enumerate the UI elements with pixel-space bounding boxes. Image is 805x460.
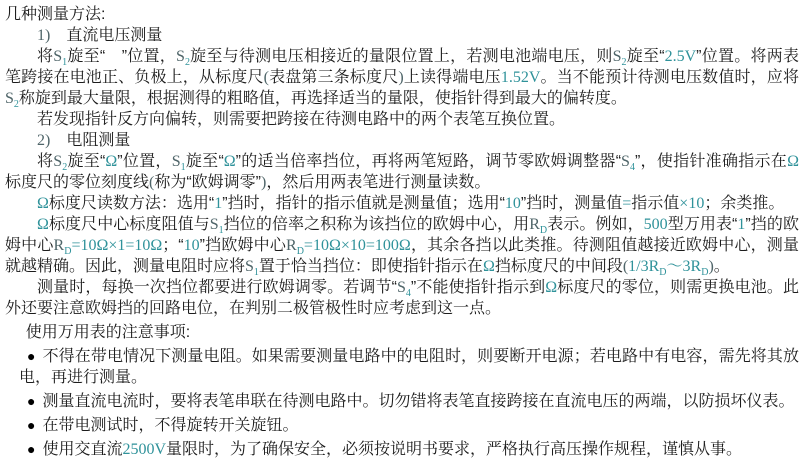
doc-title <box>5 4 799 25</box>
text-segment: S <box>621 153 630 170</box>
text-segment: 在带电测试时，不得旋转开关旋钮。 <box>42 417 299 434</box>
text-segment: 1.52V <box>500 69 541 86</box>
text-segment: Ω <box>37 195 49 212</box>
bullet-icon: ● <box>27 348 36 364</box>
text-segment: D <box>296 246 304 257</box>
text-segment: 1 <box>180 162 186 173</box>
text-segment: S <box>612 48 622 65</box>
bullet-icon: ● <box>27 417 36 433</box>
text-segment: 2 <box>184 57 190 68</box>
para-ohm-center <box>5 214 799 277</box>
para-dc-voltage-steps <box>5 46 799 109</box>
text-segment: 1 <box>253 267 259 278</box>
text-segment: ( <box>149 174 155 191</box>
text-segment: D <box>659 267 667 278</box>
text-segment: S <box>176 48 185 65</box>
text-segment: ；余类推。 <box>704 195 785 212</box>
text-segment: 几种测量方法: <box>5 6 106 23</box>
text-segment: ”位置， <box>117 153 172 170</box>
text-segment: ) <box>398 69 404 86</box>
text-segment: 置于恰当挡位：即使指针指示在 <box>258 258 483 275</box>
text-segment: ) <box>261 174 267 191</box>
text-segment: R <box>529 216 540 233</box>
text-segment: ×10 <box>679 195 705 212</box>
text-segment: ”挡的欧姆中心 <box>5 216 799 254</box>
text-segment: S <box>5 90 14 107</box>
text-segment: 4 <box>405 288 411 299</box>
text-segment: 2 <box>621 57 627 68</box>
text-segment: S <box>209 216 219 233</box>
text-segment: Ω <box>37 216 49 233</box>
text-segment: 不得在带电情况下测量电阻。如果需要测量电路中的电阻时，则要断开电源；若电路中有电容，需先将其放电，再进行测量。 <box>19 348 799 386</box>
text-segment: 称为“欧姆调零” <box>154 174 262 191</box>
text-segment: 使用万用表的注意事项: <box>25 324 191 341</box>
text-segment: 旋至“ <box>67 153 106 170</box>
text-segment: ( <box>263 69 269 86</box>
text-segment: 1) <box>37 27 51 44</box>
text-segment: ) <box>708 258 714 275</box>
text-segment: ，然后用两表笔进行测量读数。 <box>266 174 491 191</box>
text-segment: 电阻测量 <box>50 132 131 149</box>
bullet-high-voltage-2500v <box>5 439 799 460</box>
text-segment: Ω <box>105 153 118 170</box>
text-segment: ”不能使指针指示到 <box>410 279 546 296</box>
text-segment: Ω <box>787 153 799 170</box>
text-segment: 直流电压测量 <box>50 27 163 44</box>
text-segment: 2.5V <box>664 48 697 65</box>
para-ohm-scale-reading <box>5 193 799 214</box>
text-segment: ”的适当倍率挡位，再将两笔短路，调节零欧姆调整器“ <box>235 153 622 170</box>
heading-resistance-measurement <box>5 130 799 151</box>
text-segment: 使用交直流 <box>42 441 123 458</box>
text-segment: 1 <box>218 225 224 236</box>
text-segment: 标度尺的零位刻度线 <box>5 174 150 191</box>
bullet-no-live-resistance <box>5 346 799 388</box>
text-segment: 旋至“ <box>185 153 224 170</box>
text-segment: 500 <box>643 216 668 233</box>
text-segment: 表盘第三条标度尺 <box>268 69 399 86</box>
text-segment: 量限时，为了确保安全，必须按说明书要求，严格执行高压操作规程，谨慎从事。 <box>166 441 743 458</box>
bullet-icon: ● <box>27 393 36 409</box>
text-segment: S <box>171 153 181 170</box>
text-segment: 1 <box>62 57 68 68</box>
text-segment: ；“ <box>162 237 184 254</box>
text-segment: 标度尺中心标度阻值与 <box>48 216 210 233</box>
heading-dc-voltage-measurement <box>5 25 799 46</box>
text-segment: D <box>539 225 548 236</box>
text-segment: 上读得端电压 <box>403 69 501 86</box>
text-segment: 将 <box>37 153 54 170</box>
text-segment: =10Ω×1=10Ω <box>71 237 163 254</box>
text-segment: 标度尺的零位，则需更换电池。此外还要注意欧姆挡的回路电位，在判别二极管极性时应考虑到这一点。 <box>5 279 799 317</box>
text-segment: 挡位的倍率之积称为该挡位的欧姆中心，用 <box>223 216 530 233</box>
text-segment: 2 <box>62 162 68 173</box>
text-segment: 4 <box>629 162 635 173</box>
heading-precautions <box>5 322 799 343</box>
text-segment: 型万用表“ <box>667 216 738 233</box>
para-reverse-deflection <box>5 109 799 130</box>
text-segment: 测量时，每换一次挡位都要进行欧姆调零。若调节“ <box>37 279 397 296</box>
text-segment: D <box>701 267 709 278</box>
text-segment: 1 <box>737 216 746 233</box>
text-segment: ”挡欧姆中心 <box>199 237 287 254</box>
text-segment: ( <box>622 258 629 275</box>
text-segment: ～3R <box>666 258 702 275</box>
text-segment: 10 <box>504 195 521 212</box>
text-segment: S <box>245 258 254 275</box>
text-segment: R <box>286 237 297 254</box>
text-segment: 若发现指针反方向偏转，则需要把跨接在待测电路中的两个表笔互换位置。 <box>37 111 566 128</box>
text-segment: Ω <box>545 279 558 296</box>
bullet-icon: ● <box>27 441 36 457</box>
text-segment: R <box>53 237 65 254</box>
text-segment: ，其余各挡以此类推。待测阻值越接近欧姆中心，测量就越精确。因此，测量电阻时应将 <box>5 237 799 275</box>
text-segment: D <box>64 246 72 257</box>
text-segment: S <box>53 48 63 65</box>
text-segment: 2) <box>37 132 51 149</box>
text-segment: 。当不能预计待测电压数值时，应将 <box>540 69 799 86</box>
text-segment: 旋至与待测电压相接近的量限位置上，若测电池端电压，则 <box>189 48 613 65</box>
text-segment: S <box>396 279 406 296</box>
text-segment: =10Ω×10=100Ω <box>303 237 411 254</box>
text-segment: Ω <box>482 258 495 275</box>
text-segment: 测量直流电流时，要将表笔串联在待测电路中。切勿错将表笔直接跨接在直流电压的两端，以防损坏仪表。 <box>42 393 795 410</box>
text-segment: 标度尺读数方法：选用“ <box>48 195 215 212</box>
bullet-dc-current-series <box>5 391 799 412</box>
text-segment: 挡标度尺的中间段 <box>494 258 623 275</box>
text-segment: ”位置。将两表笔跨接在电池正、负极上，从标度尺 <box>5 48 799 86</box>
text-segment: 1/3R <box>628 258 660 275</box>
text-segment: ”，使指针准确指示在 <box>634 153 788 170</box>
para-ohm-zeroing <box>5 277 799 319</box>
text-segment: Ω <box>223 153 236 170</box>
text-segment: 。 <box>713 258 730 275</box>
text-segment: 将 <box>37 48 54 65</box>
text-segment: 指示值 <box>631 195 680 212</box>
text-segment: ”挡时，指针的指示值就是测量值；选用“ <box>222 195 505 212</box>
bullet-no-switching-live <box>5 415 799 436</box>
text-segment: 10 <box>183 237 200 254</box>
text-segment: 2500V <box>122 441 167 458</box>
text-segment: 旋至“ ”位置， <box>67 48 177 65</box>
text-segment: 2 <box>13 99 19 110</box>
para-resistance-steps <box>5 151 799 193</box>
text-segment: ”挡时，测量值 <box>520 195 623 212</box>
text-segment: 1 <box>214 195 223 212</box>
text-segment: 旋至“ <box>626 48 665 65</box>
text-segment: S <box>53 153 63 170</box>
text-segment: 表示。例如， <box>547 216 644 233</box>
text-segment: = <box>622 195 632 212</box>
text-segment: 称旋到最大量限，根据测得的粗略值，再选择适当的量限，使指针得到最大的偏转度。 <box>18 90 627 107</box>
